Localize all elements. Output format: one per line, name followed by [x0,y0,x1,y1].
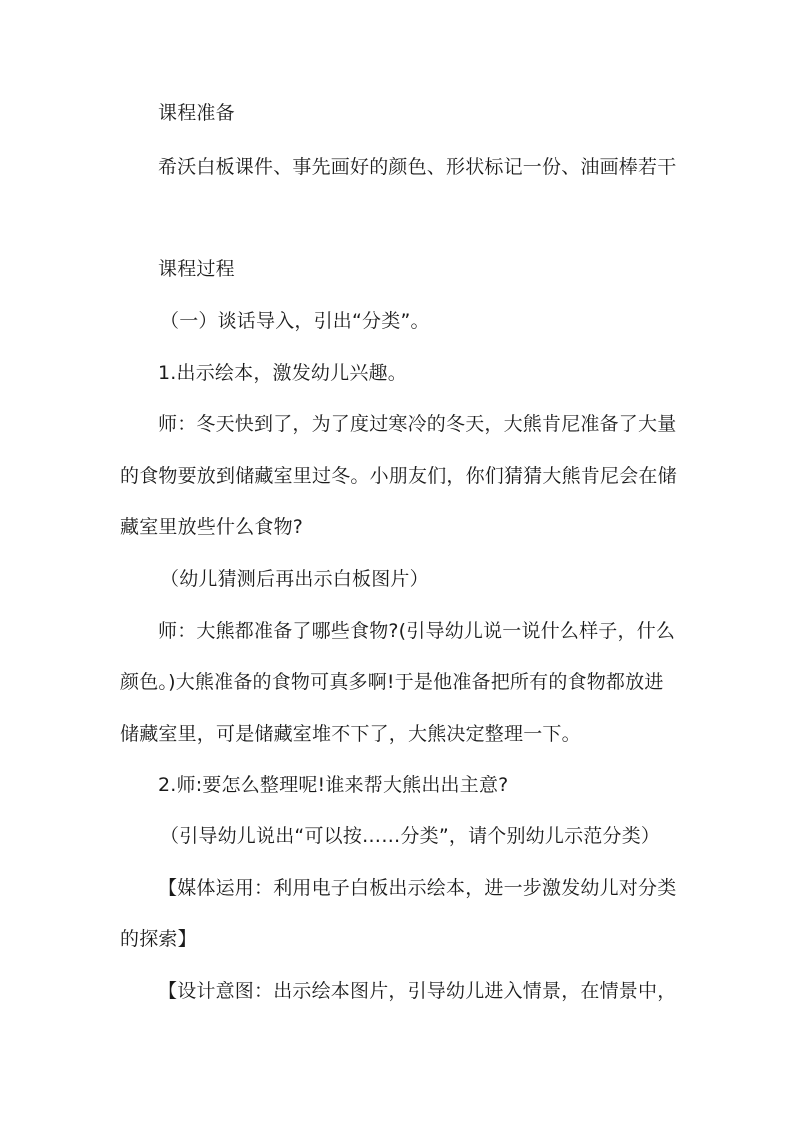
section-heading-preparation: 课程准备 [158,102,235,124]
subsection-heading-intro: （一）谈话导入，引出“分类”。 [160,310,430,332]
paragraph-line: 藏室里放些什么食物? [120,516,304,538]
step-2-heading: 2.师:要怎么整理呢!谁来帮大熊出出主意? [158,774,509,796]
media-usage-note: 的探索】 [120,928,197,950]
media-usage-note: 【媒体运用：利用电子白板出示绘本，进一步激发幼儿对分类 [158,877,677,899]
paragraph-line: 储藏室里，可是储藏室堆不下了，大熊决定整理一下。 [120,723,581,745]
paragraph-line: （引导幼儿说出“可以按……分类”，请个别幼儿示范分类） [160,825,661,847]
paragraph-line: 的食物要放到储藏室里过冬。小朋友们，你们猜猜大熊肯尼会在储 [120,465,677,487]
paragraph-line: 师：大熊都准备了哪些食物?(引导幼儿说一说什么样子，什么 [158,620,676,642]
design-intent-note: 【设计意图：出示绘本图片，引导幼儿进入情景，在情景中， [158,980,677,1002]
paragraph-line: 师：冬天快到了，为了度过寒冷的冬天，大熊肯尼准备了大量 [158,413,677,435]
preparation-materials: 希沃白板课件、事先画好的颜色、形状标记一份、油画棒若干 [158,156,677,178]
step-1-heading: 1.出示绘本，激发幼儿兴趣。 [158,362,407,384]
paragraph-line: （幼儿猜测后再出示白板图片） [160,568,429,590]
paragraph-line: 颜色。)大熊准备的食物可真多啊!于是他准备把所有的食物都放进 [120,671,664,693]
section-heading-process: 课程过程 [158,258,235,280]
